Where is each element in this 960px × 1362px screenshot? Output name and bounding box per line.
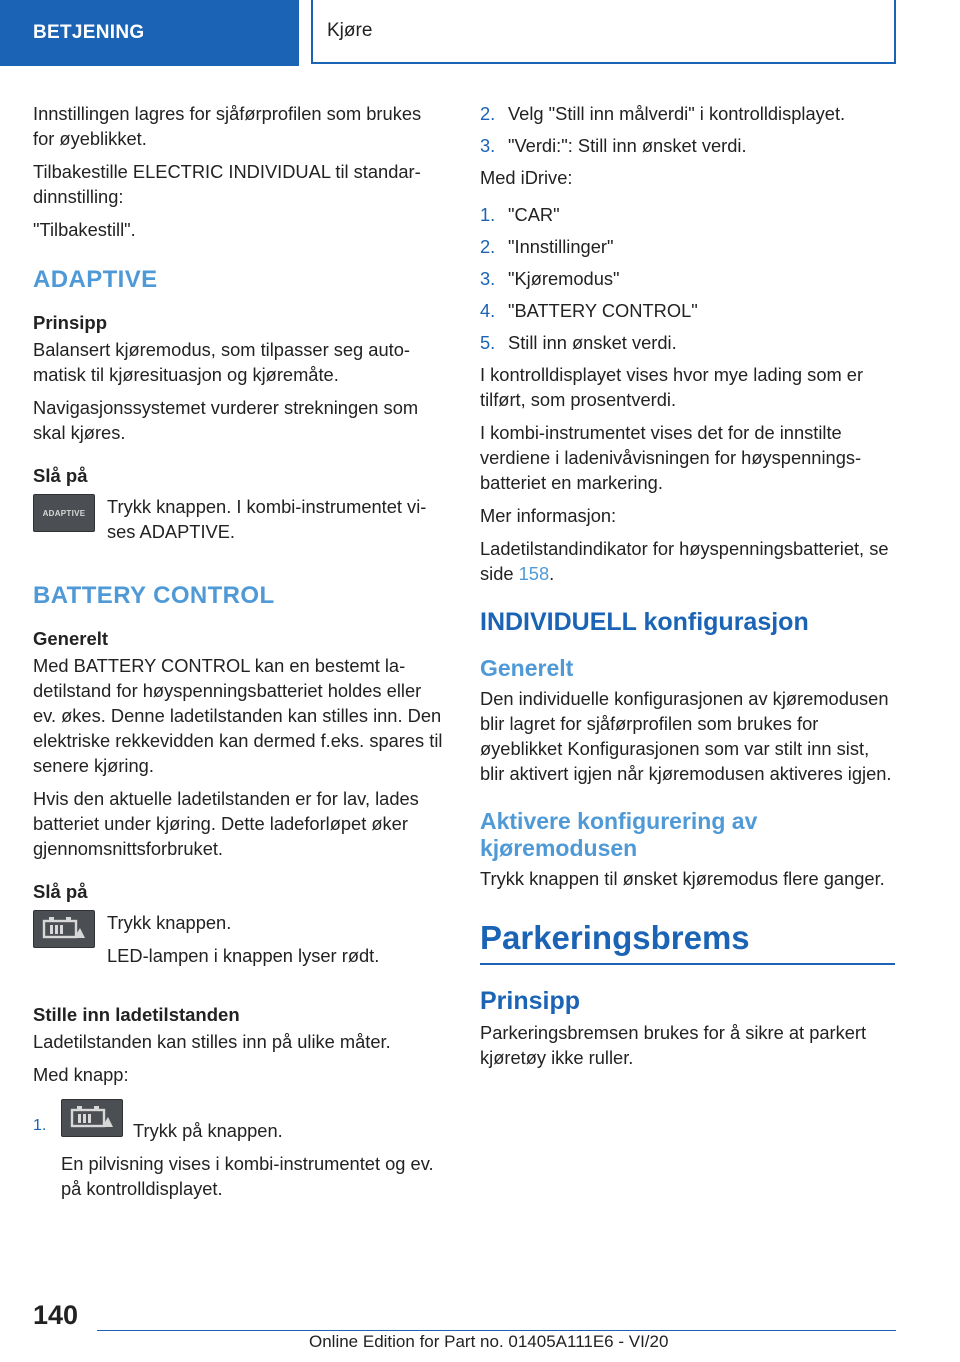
- left-column: [33, 101, 443, 1209]
- paragraph: Balansert kjøremodus, som tilpasser seg automatisk til kjøresituasjon og kjøremåte.: [33, 339, 410, 385]
- paragraph: Med BATTERY CONTROL kan en bestemt ladetilstand for høyspenningsbatteriet holdes eller ev. økes. Denne ladetilstanden kan stilles inn. Den elektriske rekkevidden kan dermed f.eks. spares til senere kjøring.: [33, 655, 443, 776]
- paragraph: Trykk knappen. I kombi-instrumentet vises ADAPTIVE.: [107, 496, 427, 542]
- battery-control-button-icon: [33, 910, 95, 948]
- step-number: 1.: [33, 1117, 47, 1134]
- paragraph: Ladetilstanden kan stilles inn på ulike måter.: [33, 1031, 391, 1052]
- chapter-heading-parkeringsbrems: Parkeringsbrems: [480, 919, 895, 965]
- step-text: "Innstillinger": [508, 236, 614, 257]
- subheading-sla-pa: Slå på: [33, 881, 88, 902]
- step-number: 4.: [480, 300, 496, 321]
- subheading-sla-pa: Slå på: [33, 465, 88, 486]
- step-text: "Kjøremodus": [508, 268, 620, 289]
- step-number: 1.: [480, 204, 496, 225]
- chapter-tab: [311, 0, 896, 64]
- step-number: 5.: [480, 332, 496, 353]
- adaptive-button-icon: [33, 494, 95, 532]
- subheading-aktivere: Aktivere konfigurering av kjøremodusen: [480, 808, 758, 861]
- adaptive-button-row: [33, 494, 443, 552]
- paragraph: Den individuelle konfigurasjonen av kjøremodusen blir lagret for sjåførprofilen som brukes for øyeblikket Konfigurasjonen som var stilt inn sist, blir aktivert igjen når kjøremodusen aktiveres igjen.: [480, 688, 892, 784]
- step-subtext: En pilvisning vises i kombi-instrumentet og ev. på kontrolldisplayet.: [61, 1153, 434, 1199]
- paragraph: Med iDrive:: [480, 167, 573, 188]
- right-column: [480, 101, 895, 1078]
- step-text: "BATTERY CONTROL": [508, 300, 698, 321]
- paragraph: Trykk knappen.: [107, 912, 232, 933]
- paragraph: Parkeringsbremsen brukes for å sikre at parkert kjøretøy ikke ruller.: [480, 1022, 867, 1068]
- paragraph-text: Ladetilstandindikator for høyspenningsbatteriet, se side: [480, 538, 889, 584]
- paragraph: [480, 536, 895, 586]
- subheading-stille-inn: Stille inn ladetilstanden: [33, 1004, 240, 1025]
- battery-icon: [41, 916, 87, 942]
- battery-button-row: [33, 910, 443, 976]
- paragraph: "Tilbakestill".: [33, 219, 136, 240]
- list-item: [480, 298, 895, 323]
- paragraph: Hvis den aktuelle ladetilstanden er for lav, lades batteriet under kjøring. Dette ladeforløpet øker gjennomsnittsforbruket.: [33, 788, 419, 859]
- chapter-title: Kjøre: [327, 20, 373, 41]
- step-text: "Verdi:": Still inn ønsket verdi.: [508, 135, 747, 156]
- section-heading-individuell: INDIVIDUELL konfigurasjon: [480, 608, 809, 636]
- footer-edition: Online Edition for Part no. 01405A111E6 - VI/20: [309, 1332, 669, 1351]
- list-item: [480, 133, 895, 158]
- step-list: [480, 101, 895, 158]
- subheading-generelt: Generelt: [480, 655, 574, 681]
- battery-control-button-icon: [61, 1099, 123, 1137]
- subheading-generelt: Generelt: [33, 628, 109, 649]
- step-number: 2.: [480, 236, 496, 257]
- list-item: [480, 202, 895, 227]
- paragraph: I kontrolldisplayet vises hvor mye lading som er tilført, som prosentverdi.: [480, 364, 864, 410]
- paragraph: Trykk knappen til ønsket kjøremodus flere ganger.: [480, 868, 885, 889]
- battery-icon: [69, 1105, 115, 1131]
- adaptive-button-label: ADAPTIVE: [42, 508, 86, 518]
- paragraph: Navigasjonssystemet vurderer strekningen som skal kjøres.: [33, 397, 419, 443]
- section-title: BETJENING: [33, 22, 145, 43]
- paragraph-text: .: [549, 563, 555, 584]
- paragraph: Med knapp:: [33, 1064, 129, 1085]
- section-heading-adaptive: ADAPTIVE: [33, 266, 158, 293]
- idrive-step-list: [480, 202, 895, 355]
- list-item: [480, 330, 895, 355]
- step-text: "CAR": [508, 204, 560, 225]
- step-item: [33, 1099, 443, 1209]
- footer-divider: [97, 1330, 896, 1331]
- subheading-prinsipp: Prinsipp: [480, 987, 581, 1015]
- paragraph: Mer informasjon:: [480, 505, 617, 526]
- paragraph: I kombi-instrumentet vises det for de innstilte verdiene i ladenivåvisningen for høyspenningsbatteriet en markering.: [480, 422, 862, 493]
- paragraph: Tilbakestille ELECTRIC INDIVIDUAL til standardinnstilling:: [33, 161, 421, 207]
- section-tab: [0, 0, 299, 66]
- list-item: [480, 234, 895, 259]
- step-number: 3.: [480, 135, 496, 156]
- step-text: Still inn ønsket verdi.: [508, 332, 677, 353]
- list-item: [480, 266, 895, 291]
- subheading-prinsipp: Prinsipp: [33, 312, 108, 333]
- paragraph: LED-lampen i knappen lyser rødt.: [107, 945, 380, 966]
- step-number: 2.: [480, 103, 496, 124]
- section-heading-battery-control: BATTERY CONTROL: [33, 582, 275, 609]
- page-link[interactable]: 158: [518, 563, 550, 584]
- step-text: Velg "Still inn målverdi" i kontrolldisplayet.: [508, 103, 846, 124]
- page-number: 140: [33, 1300, 79, 1330]
- list-item: [480, 101, 895, 126]
- step-number: 3.: [480, 268, 496, 289]
- paragraph: Innstillingen lagres for sjåførprofilen som brukes for øyeblikket.: [33, 103, 422, 149]
- step-text: Trykk på knappen.: [133, 1120, 283, 1141]
